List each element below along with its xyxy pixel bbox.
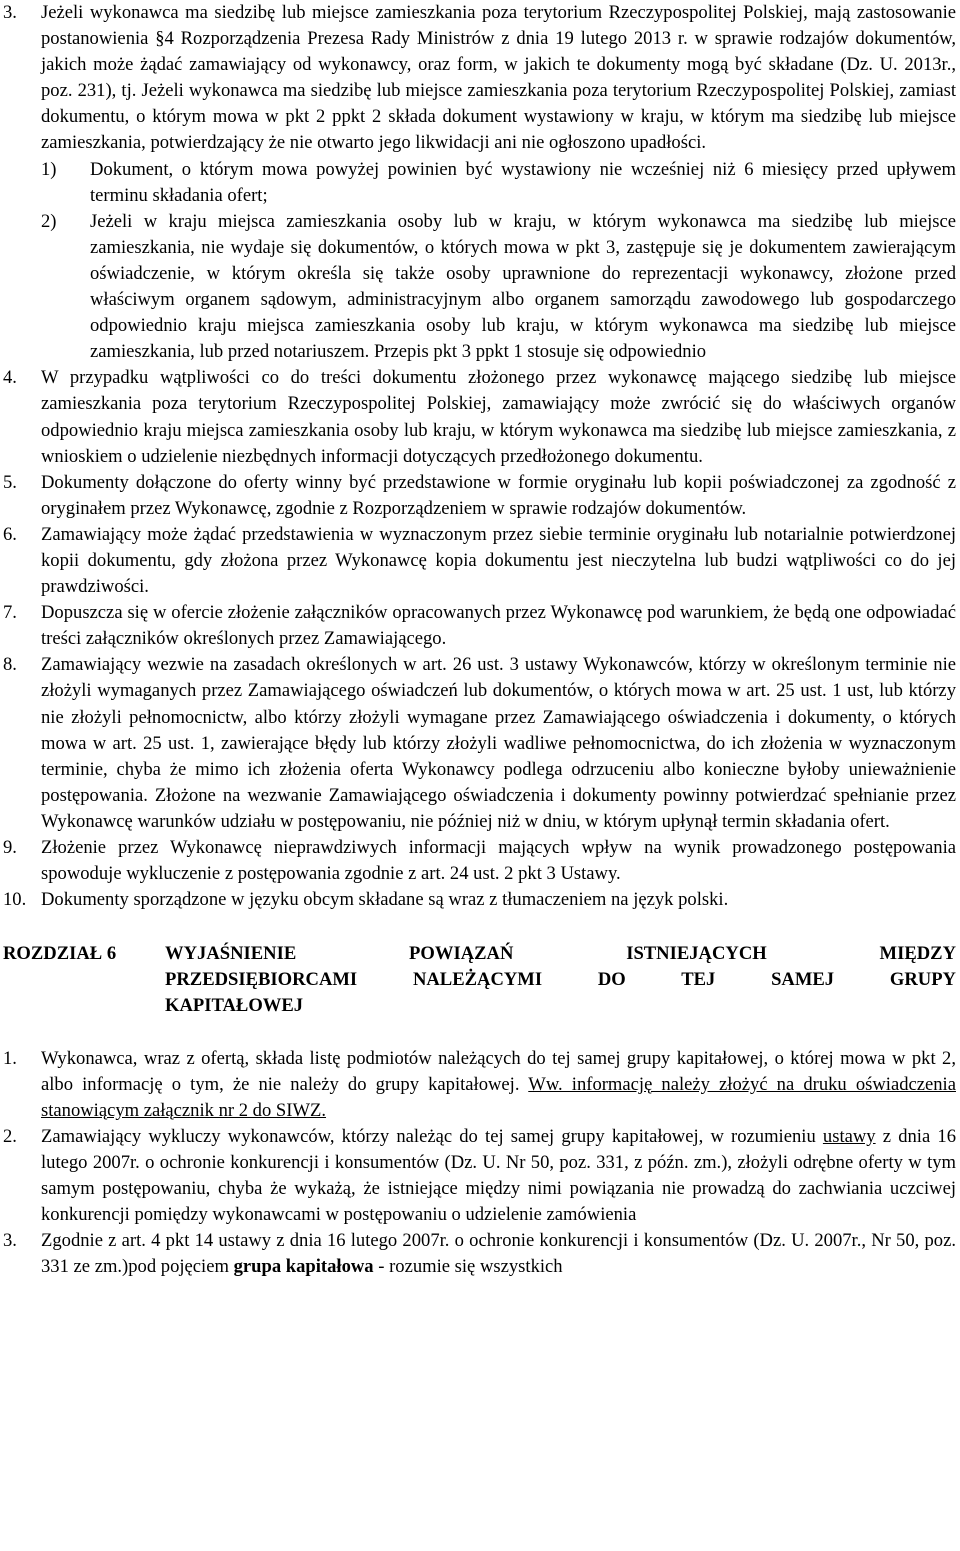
item-number: 3. (3, 2, 17, 23)
item-text: Dokumenty dołączone do oferty winny być przedstawione w formie oryginału lub kopii poświadczonej za zgodność z oryginałem przez Wykonawcę, zgodnie z Rozporządzeniem w sprawie rodzajów dokumentów. (41, 471, 956, 519)
list-item-9 (3, 835, 956, 887)
item-text-part: Zamawiający wykluczy wykonawców, którzy należąc do tej samej grupy kapitałowej, w rozumieniu (41, 1125, 823, 1147)
list-item-8 (3, 652, 956, 835)
item-text: W przypadku wątpliwości co do treści dokumentu złożonego przez wykonawcę mającego siedzibę lub miejsce zamieszkania poza terytorium Rzeczypospolitej Polskiej, zamawiający może zwrócić się do właściwych organów odpowiednio kraju miejsca zamieszkania osoby lub kraju, w którym wykonawca ma siedzibę lub miejsce zamieszkania, z wnioskiem o udzielenie niezbędnych informacji dotyczących przedłożonego dokumentu. (41, 367, 956, 467)
list-item-10 (3, 887, 956, 913)
sub-item-text: Jeżeli w kraju miejsca zamieszkania osoby lub w kraju, w którym wykonawca ma siedzibę lub miejsce zamieszkania, nie wydaje się dokumentów, o których mowa w pkt 3, zastępuje się je dokumentem zawierającym oświadczenie, w którym określa się także osoby uprawnione do reprezentacji wykonawcy, złożone przed właściwym organem sądowym, administracyjnym albo organem samorządu zawodowego lub gospodarczego odpowiednio kraju miejsca zamieszkania osoby lub kraju, w którym wykonawca ma siedzibę lub miejsce zamieszkania, lub przed notariuszem. Przepis pkt 3 ppkt 1 stosuje się odpowiednio (90, 210, 956, 363)
list-item-6 (3, 522, 956, 600)
item-number: 4. (3, 367, 17, 389)
sub-item-1 (41, 157, 956, 209)
section-title-line-2: PRZEDSIĘBIORCAMI NALEŻĄCYMI DO TEJ SAMEJ GRUPY (165, 969, 956, 991)
list-item-3 (3, 0, 956, 157)
item-number: 3. (3, 1230, 17, 1252)
section-content (3, 1046, 956, 1281)
sub-item-text: Dokument, o którym mowa powyżej powinien być wystawiony nie wcześniej niż 6 miesięcy przed upływem terminu składania ofert; (90, 158, 956, 206)
section-heading (3, 941, 956, 1019)
item-number: 7. (3, 602, 17, 624)
list-item-4 (3, 365, 956, 469)
item-text-part: z dnia 16 lutego 2007r. o ochronie konkurencji i konsumentów (Dz. U. Nr 50, poz. 331, z późn. zm.), złożyli odrębne oferty w tym samym postępowaniu, chyba że wykażą, że istniejące między nimi powiązania nie prowadzą do zachwiania uczciwej konkurencji pomiędzy wykonawcami w postępowaniu o udzielenie zamówienia (41, 1125, 956, 1226)
item-number: 9. (3, 837, 17, 858)
section-item-2 (3, 1124, 956, 1228)
item-number: 10. (3, 889, 27, 911)
item-text (41, 1046, 956, 1124)
sub-item-number: 1) (41, 158, 57, 180)
item-text (41, 1228, 956, 1280)
section-title-line-3: KAPITAŁOWEJ (165, 995, 304, 1017)
item-number: 8. (3, 654, 17, 676)
item-text: Złożenie przez Wykonawcę nieprawdziwych informacji mających wpływ na wynik prowadzonego postępowania spowoduje wykluczenie z postępowania zgodnie z art. 24 ust. 2 pkt 3 Ustawy. (41, 837, 956, 885)
item-number: 2. (3, 1125, 17, 1147)
item-text: Dopuszcza się w ofercie złożenie załączników opracowanych przez Wykonawcę pod warunkiem, że będą one odpowiadać treści załączników określonych przez Zamawiającego. (41, 602, 956, 650)
item-text (41, 1124, 956, 1228)
item-number: 5. (3, 471, 17, 493)
underlined-text: Ww. informację należy złożyć na druku oświadczenia stanowiącym załącznik nr 2 do SIWZ. (41, 1073, 956, 1121)
item-text: Jeżeli wykonawca ma siedzibę lub miejsce zamieszkania poza terytorium Rzeczypospolitej Polskiej, mają zastosowanie postanowienia §4 Rozporządzenia Prezesa Rady Ministrów z dnia 19 lutego 2013 r. w sprawie rodzajów dokumentów, jakich może żądać zamawiający od wykonawcy, oraz form, w jakich te dokumenty mogą być składane (Dz. U. 2013r., poz. 231), tj. Jeżeli wykonawca ma siedzibę lub miejsce zamieszkania poza terytorium Rzeczypospolitej Polskiej, zamiast dokumentu, o którym mowa w pkt 2 ppkt 2 składa dokument wystawiony w kraju, w którym ma siedzibę lub miejsce zamieszkania, potwierdzający że nie otwarto jego likwidacji ani nie ogłoszono upadłości. (41, 2, 956, 154)
item-text: Zamawiający wezwie na zasadach określonych w art. 26 ust. 3 ustawy Wykonawców, którzy w określonym terminie nie złożyli wymaganych przez Zamawiającego oświadczeń lub dokumentów, o których mowa w art. 25 ust. 1 ust, lub którzy nie złożyli pełnomocnictw, albo którzy złożyli wymagane przez Zamawiającego oświadczenia i dokumenty, o których mowa w art. 25 ust. 1, zawierające błędy lub którzy złożyli wadliwe pełnomocnictwa, do ich złożenia w wyznaczonym terminie, chyba że mimo ich złożenia oferta Wykonawcy podlega odrzuceniu albo konieczne byłoby unieważnienie postępowania. Złożone na wezwanie Zamawiającego oświadczenia i dokumenty powinny potwierdzać spełnianie przez Wykonawcę warunków udziału w postępowaniu, nie później niż w dniu, w którym upłynął termin składania ofert. (41, 654, 956, 832)
sub-item-2 (41, 209, 956, 366)
list-item-7 (3, 600, 956, 652)
item-text: Dokumenty sporządzone w języku obcym składane są wraz z tłumaczeniem na język polski. (41, 889, 729, 911)
section-item-1 (3, 1046, 956, 1124)
bold-term: grupa kapitałowa (233, 1256, 374, 1278)
section-title-line-1: WYJAŚNIENIE POWIĄZAŃ ISTNIEJĄCYCH MIĘDZY (165, 943, 956, 965)
underlined-text: ustawy (822, 1125, 876, 1147)
item-number: 6. (3, 523, 17, 545)
list-item-5 (3, 470, 956, 522)
section-title (165, 941, 956, 1019)
sub-item-number: 2) (41, 210, 57, 232)
item-text-part: Wykonawca, wraz z ofertą, składa listę podmiotów należących do tej samej grupy kapitałowej, o której mowa w pkt 2, albo informację o tym, że nie należy do grupy kapitałowej. (41, 1047, 956, 1095)
section-label: ROZDZIAŁ 6 (3, 943, 117, 965)
section-item-3 (3, 1228, 956, 1280)
item-text: Zamawiający może żądać przedstawienia w wyznaczonym przez siebie terminie oryginału lub notarialnie potwierdzonej kopii dokumentu, gdy złożona przez Wykonawcę kopia dokumentu jest nieczytelna lub budzi wątpliwości co do jej prawdziwości. (41, 523, 956, 598)
item-text-part: - rozumie się wszystkich (373, 1256, 563, 1278)
item-text-part: Zgodnie z art. 4 pkt 14 ustawy z dnia 16 lutego 2007r. o ochronie konkurencji i konsumentów (Dz. U. 2007r., Nr 50, poz. 331 ze zm.)pod pojęciem (41, 1230, 956, 1278)
item-number: 1. (3, 1047, 17, 1069)
